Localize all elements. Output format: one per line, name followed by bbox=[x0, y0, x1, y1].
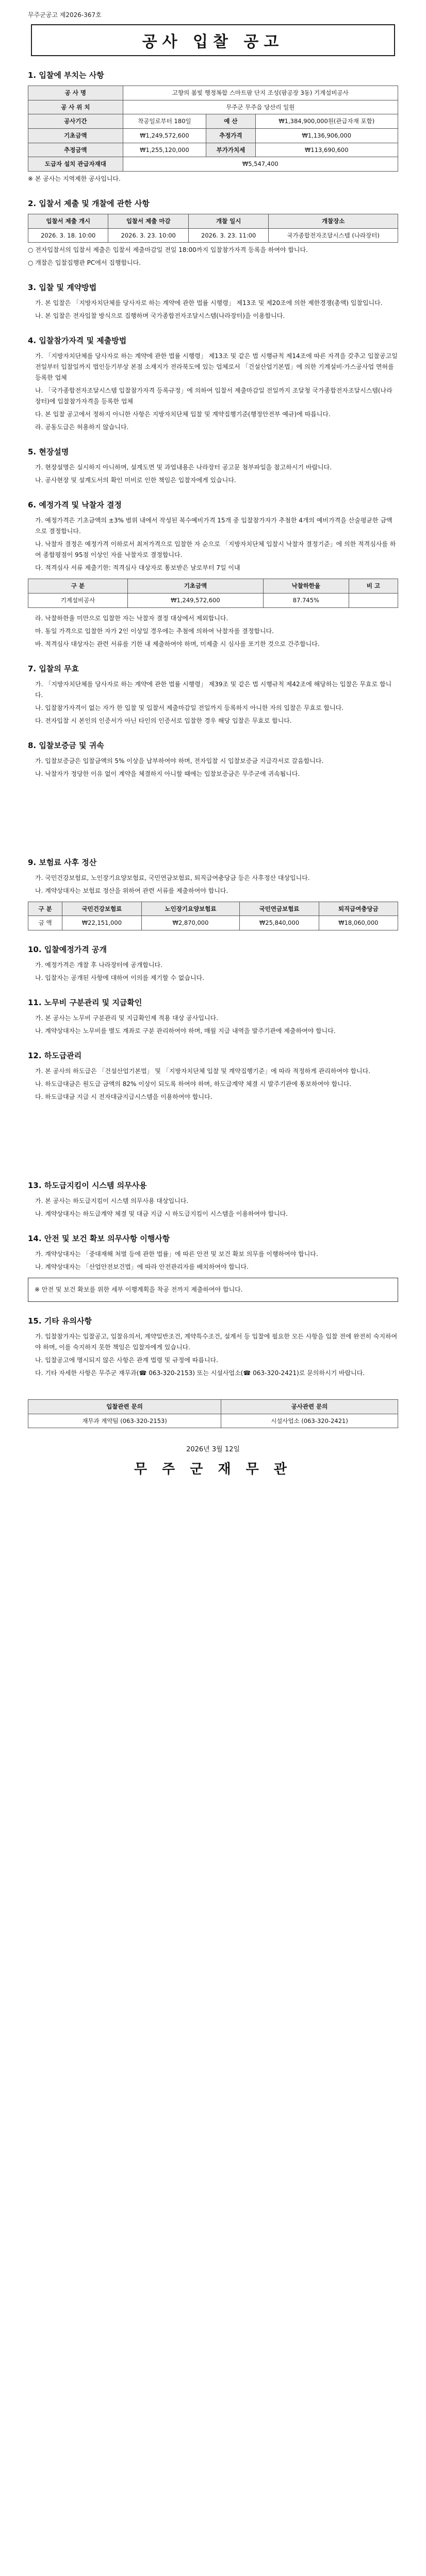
paragraph: 가. 입찰보증금은 입찰금액의 5% 이상을 납부하여야 하며, 전자입찰 시 입찰보증금 지급각서로 갈음합니다. bbox=[35, 757, 324, 765]
table-row bbox=[28, 157, 398, 172]
table-key: 추정금액 bbox=[28, 143, 123, 157]
paragraph: 나. 낙찰자가 정당한 이유 없이 계약을 체결하지 아니할 때에는 입찰보증금은 무주군에 귀속됩니다. bbox=[35, 770, 300, 777]
column-header: 개찰 일시 bbox=[188, 214, 268, 229]
column-header: 입찰관련 문의 bbox=[28, 1400, 221, 1414]
page-break-spacer bbox=[28, 782, 398, 843]
table-row bbox=[28, 1414, 398, 1428]
paragraph: 가. 본 공사는 하도급지킴이 시스템 의무사용 대상입니다. bbox=[35, 1197, 189, 1205]
paragraph: 가. 본 공사는 노무비 구분관리 및 지급확인제 적용 대상 공사입니다. bbox=[35, 1014, 218, 1022]
section-15-heading: 15. 기타 유의사항 bbox=[28, 1316, 92, 1326]
section-8-heading: 8. 입찰보증금 및 귀속 bbox=[28, 740, 104, 750]
paragraph: 나. 입찰공고에 명시되지 않은 사항은 관계 법령 및 규정에 따릅니다. bbox=[35, 1357, 218, 1364]
table-cell bbox=[349, 594, 398, 608]
paragraph: 가. 계약상대자는 「중대재해 처벌 등에 관한 법률」에 따른 안전 및 보건 확보 의무를 이행하여야 합니다. bbox=[35, 1250, 318, 1258]
paragraph: 나. 낙찰자 결정은 예정가격 이하로서 최저가격으로 입찰한 자 순으로 「지방자치단체 입찰시 낙찰자 결정기준」에 의한 적격심사를 하여 종합평점이 95점 이상인 자를 낙찰자로 결정합니다. bbox=[35, 540, 396, 559]
document-number: 무주군공고 제2026-367호 bbox=[28, 11, 102, 19]
paragraph: 다. 하도급대금 지급 시 전자대금지급시스템을 이용하여야 합니다. bbox=[35, 1093, 212, 1101]
issuing-organization: 무 주 군 재 무 관 bbox=[134, 1462, 292, 1478]
column-header: 구 분 bbox=[28, 579, 128, 594]
section-6-heading: 6. 예정가격 및 낙찰자 결정 bbox=[28, 500, 122, 510]
table-key: 기초금액 bbox=[28, 129, 123, 143]
paragraph: 다. 본 입찰 공고에서 정하지 아니한 사항은 지방자치단체 입찰 및 계약집행기준(행정안전부 예규)에 따릅니다. bbox=[35, 411, 331, 418]
table-cell: 시설사업소 (063-320-2421) bbox=[221, 1414, 398, 1428]
table-header-row bbox=[28, 214, 398, 229]
paragraph: 가. 본 입찰은 「지방자치단체를 당사자로 하는 계약에 관한 법률 시행령」 제13조 및 제20조에 의한 제한경쟁(총액) 입찰입니다. bbox=[35, 299, 383, 307]
table-cell: ₩2,870,000 bbox=[141, 916, 240, 930]
section-12-heading: 12. 하도급관리 bbox=[28, 1051, 82, 1061]
paragraph: 라. 공동도급은 허용하지 않습니다. bbox=[35, 423, 129, 431]
page-break-spacer bbox=[28, 1105, 398, 1166]
column-header: 개찰장소 bbox=[269, 214, 398, 229]
column-header: 낙찰하한율 bbox=[263, 579, 349, 594]
section-14-heading: 14. 안전 및 보건 확보 의무사항 이행사항 bbox=[28, 1234, 170, 1244]
paragraph: 나. 계약상대자는 노무비를 별도 계좌로 구분 관리하여야 하며, 매월 지급 내역을 발주기관에 제출하여야 합니다. bbox=[35, 1027, 336, 1035]
table-value: ₩1,384,900,000원(관급자재 포함) bbox=[255, 114, 398, 129]
table-row bbox=[28, 143, 398, 157]
section-5-heading: 5. 현장설명 bbox=[28, 447, 69, 457]
column-header: 국민건강보험료 bbox=[62, 902, 141, 916]
section-3-heading: 3. 입찰 및 계약방법 bbox=[28, 283, 97, 293]
bid-summary-table bbox=[28, 86, 398, 172]
section-10-heading: 10. 입찰예정가격 공개 bbox=[28, 945, 107, 955]
table-key: 공 사 명 bbox=[28, 86, 123, 100]
paragraph: 가. 「지방자치단체를 당사자로 하는 계약에 관한 법률 시행령」 제39조 및 같은 법 시행규칙 제42조에 해당하는 입찰은 무효로 합니다. bbox=[35, 680, 392, 699]
paragraph: 다. 적격심사 서류 제출기한: 적격심사 대상자로 통보받은 날로부터 7일 이내 bbox=[35, 564, 240, 572]
table-row bbox=[28, 916, 398, 930]
paragraph: 다. 기타 자세한 사항은 무주군 재무과(☎ 063-320-2153) 또는 시설사업소(☎ 063-320-2421)로 문의하시기 바랍니다. bbox=[35, 1369, 365, 1377]
table-cell: ₩18,060,000 bbox=[319, 916, 398, 930]
section-7-heading: 7. 입찰의 무효 bbox=[28, 664, 79, 673]
table-cell: ₩1,249,572,600 bbox=[127, 594, 263, 608]
column-header: 노인장기요양보험료 bbox=[141, 902, 240, 916]
contact-table bbox=[28, 1399, 398, 1428]
table-cell: 금 액 bbox=[28, 916, 62, 930]
paragraph: 가. 현장설명은 실시하지 아니하며, 설계도면 및 과업내용은 나라장터 공고문 첨부파일을 참고하시기 바랍니다. bbox=[35, 464, 332, 471]
table-header-row bbox=[28, 579, 398, 594]
section-9-heading: 9. 보험료 사후 정산 bbox=[28, 857, 97, 867]
paragraph: 나. 계약상대자는 하도급계약 체결 및 대금 지급 시 하도급지킴이 시스템을 이용하여야 합니다. bbox=[35, 1210, 288, 1218]
table-cell: 국가종합전자조달시스템 (나라장터) bbox=[269, 228, 398, 243]
schedule-table bbox=[28, 214, 398, 243]
section-1-heading: 1. 입찰에 부치는 사항 bbox=[28, 71, 104, 80]
paragraph: 나. 계약상대자는 「산업안전보건법」에 따라 안전관리자를 배치하여야 합니다. bbox=[35, 1263, 249, 1271]
paragraph: 나. 공사현장 및 설계도서의 확인 미비로 인한 책임은 입찰자에게 있습니다. bbox=[35, 477, 236, 484]
section-2-heading: 2. 입찰서 제출 및 개찰에 관한 사항 bbox=[28, 199, 150, 209]
table-row bbox=[28, 129, 398, 143]
column-header: 입찰서 제출 마감 bbox=[108, 214, 188, 229]
paragraph: 나. 입찰참가자격이 없는 자가 한 입찰 및 입찰서 제출마감일 전일까지 등록하지 아니한 자의 입찰은 무효로 합니다. bbox=[35, 704, 344, 711]
section-4-heading: 4. 입찰참가자격 및 제출방법 bbox=[28, 336, 127, 346]
table-value: 무주군 무주읍 당산리 일원 bbox=[123, 100, 398, 114]
table-value: ₩1,136,906,000 bbox=[255, 129, 398, 143]
paragraph: 가. 예정가격은 기초금액의 ±3% 범위 내에서 작성된 복수예비가격 15개 중 입찰참가자가 추첨한 4개의 예비가격을 산술평균한 금액으로 결정합니다. bbox=[35, 517, 392, 535]
column-header: 구 분 bbox=[28, 902, 62, 916]
page-title: 공사 입찰 공고 bbox=[142, 33, 284, 51]
issue-date: 2026년 3월 12일 bbox=[186, 1446, 240, 1454]
table-row bbox=[28, 228, 398, 243]
table-row bbox=[28, 100, 398, 114]
column-header: 기초금액 bbox=[127, 579, 263, 594]
paragraph: 라. 낙찰하한율 미만으로 입찰한 자는 낙찰자 결정 대상에서 제외합니다. bbox=[35, 614, 228, 622]
column-header: 비 고 bbox=[349, 579, 398, 594]
insurance-table bbox=[28, 902, 398, 930]
table-cell: 기계설비공사 bbox=[28, 594, 128, 608]
table-value: ₩113,690,600 bbox=[255, 143, 398, 157]
table-row bbox=[28, 86, 398, 100]
table-value: ₩1,249,572,600 bbox=[123, 129, 206, 143]
paragraph: 가. 예정가격은 개찰 후 나라장터에 공개합니다. bbox=[35, 961, 162, 969]
title-box bbox=[31, 24, 395, 56]
table-key: 부가가치세 bbox=[206, 143, 255, 157]
paragraph: 나. 하도급대금은 원도급 금액의 82% 이상이 되도록 하여야 하며, 하도급계약 체결 시 발주기관에 통보하여야 합니다. bbox=[35, 1080, 352, 1088]
table-cell: 2026. 3. 23. 11:00 bbox=[188, 228, 268, 243]
table-cell: 2026. 3. 23. 10:00 bbox=[108, 228, 188, 243]
section-13-heading: 13. 하도급지킴이 시스템 의무사용 bbox=[28, 1181, 147, 1191]
table-cell: 2026. 3. 18. 10:00 bbox=[28, 228, 108, 243]
column-header: 공사관련 문의 bbox=[221, 1400, 398, 1414]
column-header: 입찰서 제출 개시 bbox=[28, 214, 108, 229]
table-row bbox=[28, 114, 398, 129]
section-11-heading: 11. 노무비 구분관리 및 지급확인 bbox=[28, 998, 142, 1008]
table-value: ₩5,547,400 bbox=[123, 157, 398, 172]
paragraph: ○ 전자입찰서의 입찰서 제출은 입찰서 제출마감일 전일 18:00까지 입찰참가자격 등록을 하여야 합니다. bbox=[28, 246, 308, 254]
paragraph: 나. 본 입찰은 전자입찰 방식으로 집행하며 국가종합전자조달시스템(나라장터)을 이용합니다. bbox=[35, 312, 285, 320]
paragraph: 마. 동일 가격으로 입찰한 자가 2인 이상일 경우에는 추첨에 의하여 낙찰자를 결정합니다. bbox=[35, 627, 274, 635]
table-value: ₩1,255,120,000 bbox=[123, 143, 206, 157]
paragraph: 가. 「지방자치단체를 당사자로 하는 계약에 관한 법률 시행령」 제13조 및 같은 법 시행규칙 제14조에 따른 자격을 갖추고 입찰공고일 전일부터 입찰일까지 법인등기부상 본점 소재지가 전라북도에 있는 업체로서 「건설산업기본법」에 의한 기계설비·가스공사업 면허를 등록한 업체 bbox=[35, 352, 398, 382]
table-key: 추정가격 bbox=[206, 129, 255, 143]
table-key: 공사기간 bbox=[28, 114, 123, 129]
table-row bbox=[28, 594, 398, 608]
lower-limit-table bbox=[28, 579, 398, 607]
paragraph: 가. 국민건강보험료, 노인장기요양보험료, 국민연금보험료, 퇴직급여충당금 등은 사후정산 대상입니다. bbox=[35, 874, 310, 882]
table-header-row bbox=[28, 1400, 398, 1414]
table-value: 착공일로부터 180일 bbox=[123, 114, 206, 129]
table-value: 고향의 봄빛 행정복합 스마트팜 단지 조성(팜공장 3동) 기계설비공사 bbox=[123, 86, 398, 100]
paragraph: 다. 전자입찰 시 본인의 인증서가 아닌 타인의 인증서로 입찰한 경우 해당 입찰은 무효로 합니다. bbox=[35, 717, 292, 724]
paragraph: 바. 적격심사 대상자는 관련 서류를 기한 내 제출하여야 하며, 미제출 시 심사를 포기한 것으로 간주합니다. bbox=[35, 640, 320, 648]
table-cell: 재무과 계약팀 (063-320-2153) bbox=[28, 1414, 221, 1428]
paragraph: 나. 「국가종합전자조달시스템 입찰참가자격 등록규정」에 의하여 입찰서 제출마감일 전일까지 조달청 국가종합전자조달시스템(나라장터)에 입찰참가자격을 등록한 업체 bbox=[35, 387, 392, 405]
paragraph: 가. 본 공사의 하도급은 「건설산업기본법」 및 「지방자치단체 입찰 및 계약집행기준」에 따라 적정하게 관리하여야 합니다. bbox=[35, 1067, 371, 1075]
table-cell: ₩25,840,000 bbox=[240, 916, 319, 930]
table-key: 도급자 설치 관급자재대 bbox=[28, 157, 123, 172]
table-header-row bbox=[28, 902, 398, 916]
column-header: 퇴직급여충당금 bbox=[319, 902, 398, 916]
table-key: 예 산 bbox=[206, 114, 255, 129]
paragraph: 나. 입찰자는 공개된 사항에 대하여 이의를 제기할 수 없습니다. bbox=[35, 974, 204, 982]
notice-box bbox=[28, 1278, 398, 1302]
paragraph: ○ 개찰은 입찰집행관 PC에서 집행합니다. bbox=[28, 259, 141, 267]
column-header: 국민연금보험료 bbox=[240, 902, 319, 916]
table-cell: 87.745% bbox=[263, 594, 349, 608]
table-key: 공 사 위 치 bbox=[28, 100, 123, 114]
paragraph: 나. 계약상대자는 보험료 정산을 위하여 관련 서류를 제출하여야 합니다. bbox=[35, 887, 228, 894]
notice-box-text: ※ 안전 및 보건 확보를 위한 세부 이행계획을 착공 전까지 제출하여야 합니다. bbox=[35, 1286, 243, 1294]
paragraph: 가. 입찰참가자는 입찰공고, 입찰유의서, 계약일반조건, 계약특수조건, 설계서 등 입찰에 필요한 모든 사항을 입찰 전에 완전히 숙지하여야 하며, 이를 숙지하지 못한 책임은 입찰자에게 있습니다. bbox=[35, 1333, 398, 1351]
section-1-note: ※ 본 공사는 지역제한 공사입니다. bbox=[28, 175, 121, 183]
table-cell: ₩22,151,000 bbox=[62, 916, 141, 930]
